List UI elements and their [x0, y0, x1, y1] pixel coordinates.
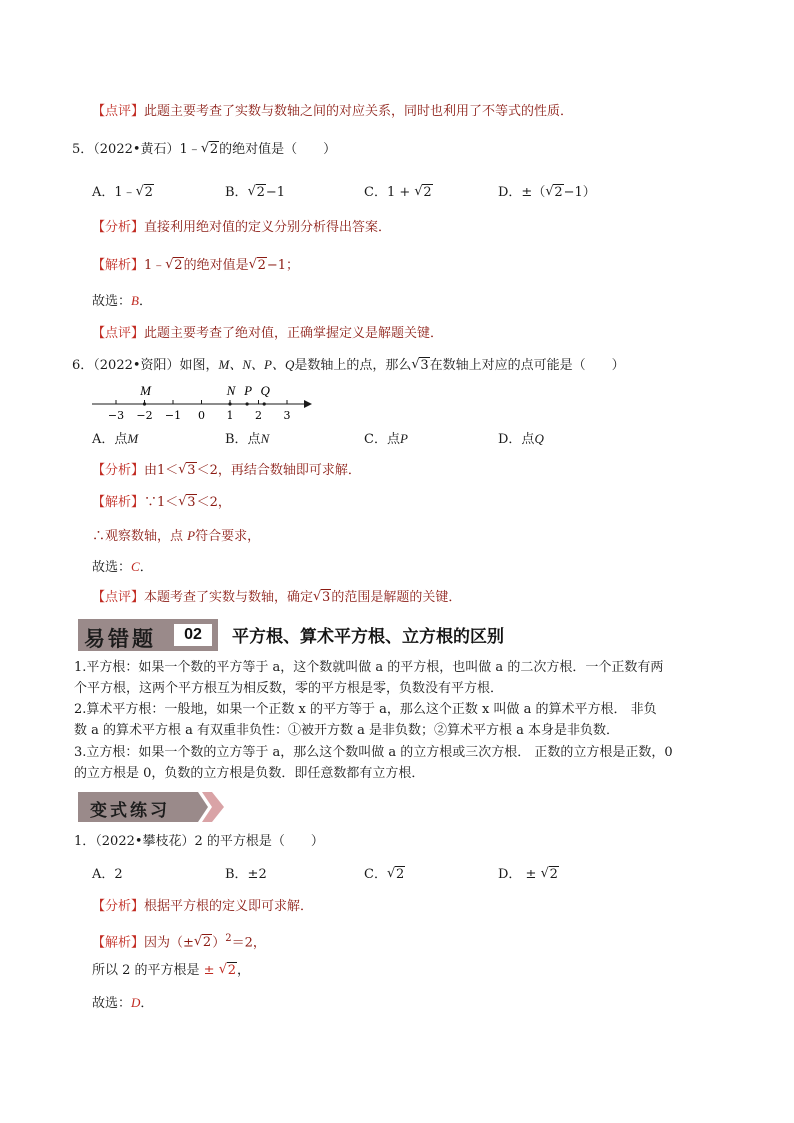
q6-choice: 故选：C．: [92, 559, 153, 575]
axis-point-label: M: [140, 383, 151, 398]
p1-analysis: 【分析】根据平方根的定义即可求解．: [92, 899, 314, 914]
axis-tick-label: 0: [198, 409, 205, 422]
review-text: 此题主要考查了实数与数轴之间的对应关系，同时也利用了不等式的性质．: [144, 104, 574, 119]
q5-solution: 【解析】1﹣ √ 2的绝对值是 √ 2−1；: [92, 257, 300, 273]
p1-choice-value: D: [131, 995, 141, 1010]
q5-option-b[interactable]: B． √ 2−1: [225, 184, 286, 200]
axis-tick-label: 3: [283, 409, 291, 422]
q5-choice: 故选：B．: [92, 293, 152, 309]
analysis-text: 直接利用绝对值的定义分别分析得出答案．: [144, 220, 392, 235]
axis-point-p: [246, 402, 249, 405]
axis-tick-label: −2: [136, 409, 153, 422]
p1-option-d[interactable]: D． ± √ 2: [498, 866, 558, 882]
def-cube-root-line1: 3.立方根：如果一个数的立方等于 a，那么这个数叫做 a 的立方根或三次方根． 正数的立方根是正数，0: [74, 745, 673, 760]
def-arith-root-line2: 数 a 的算术平方根 a 有双重非负性：①被开方数 a 是非负数；②算术平方根 a 本身是非负数．: [74, 723, 620, 738]
section-title: 平方根、算术平方根、立方根的区别: [232, 627, 504, 647]
p1-option-a[interactable]: A．2: [92, 867, 123, 882]
q6-option-d[interactable]: D．点Q: [498, 431, 544, 447]
q5-stem: [72, 141, 336, 159]
section-banner: [78, 619, 218, 651]
q5-review: 【点评】此题主要考查了绝对值，正确掌握定义是解题关键．: [92, 326, 444, 341]
q5-option-c[interactable]: C．1 + √ 2: [364, 184, 432, 200]
p1-so: 所以 2 的平方根是 ± √ 2，: [92, 962, 250, 978]
q6-analysis: 【分析】由1＜ √ 3＜2，再结合数轴即可求解．: [92, 462, 361, 478]
q6-observe: ∴观察数轴，点 P符合要求，: [92, 528, 261, 544]
q5-choice-value: B: [131, 293, 139, 308]
q6-option-c[interactable]: C．点P: [364, 431, 408, 447]
def-square-root-line2: 个平方根，这两个平方根互为相反数，零的平方根是零，负数没有平方根．: [74, 681, 504, 696]
p1-solution: 【解析】因为（± √ 2）$^2$＝2，: [92, 933, 266, 951]
axis-point-n: [228, 402, 231, 405]
banner-title: 易错题: [84, 626, 156, 651]
practice-banner: [78, 790, 228, 824]
review-tag: 【点评】: [92, 104, 145, 119]
q5-stem-prefix: 5．（2022•黄石）: [72, 142, 180, 157]
axis-point-m: [143, 402, 146, 405]
banner-number: 02: [174, 624, 212, 646]
def-square-root-line1: 1.平方根：如果一个数的平方等于 a，这个数就叫做 a 的平方根，也叫做 a 的二次方根．一个正数有两: [74, 660, 664, 675]
q6-review: 【点评】本题考查了实数与数轴，确定 √ 3的范围是解题的关键．: [92, 589, 462, 605]
number-line-figure: [90, 378, 320, 424]
axis-tick-label: 2: [255, 409, 262, 422]
q5-option-d[interactable]: D．±（ √ 2−1）: [498, 184, 596, 200]
q5-expr-minus: ﹣: [187, 142, 201, 157]
review-tag: 【点评】: [92, 326, 145, 341]
axis-tick-label: −1: [164, 409, 182, 422]
practice-label: 变式练习: [90, 801, 170, 821]
review-line-top: [92, 103, 573, 121]
axis-point-q: [263, 402, 266, 405]
q6-option-b[interactable]: B．点N: [225, 431, 270, 447]
q6-choice-value: C: [131, 559, 140, 574]
p1-choice: 故选：D．: [92, 995, 154, 1011]
q6-stem: 6．（2022•资阳）如图，M、N、P、Q是数轴上的点，那么 √ 3在数轴上对应的点可能是（ ）: [72, 357, 625, 373]
q6-option-a[interactable]: A．点M: [92, 431, 139, 447]
q5-analysis: [92, 219, 391, 237]
p1-option-b[interactable]: B．±2: [225, 867, 267, 882]
axis-tick-label: −3: [107, 409, 125, 422]
q5-expr-one: 1: [179, 142, 188, 157]
p1-stem: 1．（2022•攀枝花）2 的平方根是（ ）: [74, 834, 324, 849]
q6-solution: 【解析】∵1＜ √ 3＜2，: [92, 494, 231, 510]
solution-tag: 【解析】: [92, 258, 145, 273]
axis-point-label: P: [244, 383, 253, 398]
p1-option-c[interactable]: C． √ 2: [364, 866, 405, 882]
def-arith-root-line1: 2.算术平方根：一般地，如果一个正数 x 的平方等于 a，那么这个正数 x 叫做 a 的算术平方根． 非负: [74, 702, 657, 717]
axis-point-label: Q: [260, 383, 270, 398]
axis-point-label: N: [226, 383, 236, 398]
axis-tick-label: 1: [226, 409, 234, 422]
q5-option-a[interactable]: A．1﹣ √ 2: [92, 184, 153, 200]
q5-sqrt: √ 2: [200, 141, 219, 157]
def-cube-root-line2: 的立方根是 0，负数的立方根是负数．即任意数都有立方根．: [74, 766, 425, 781]
q5-stem-suffix: 的绝对值是（ ）: [219, 142, 337, 157]
analysis-tag: 【分析】: [92, 220, 145, 235]
